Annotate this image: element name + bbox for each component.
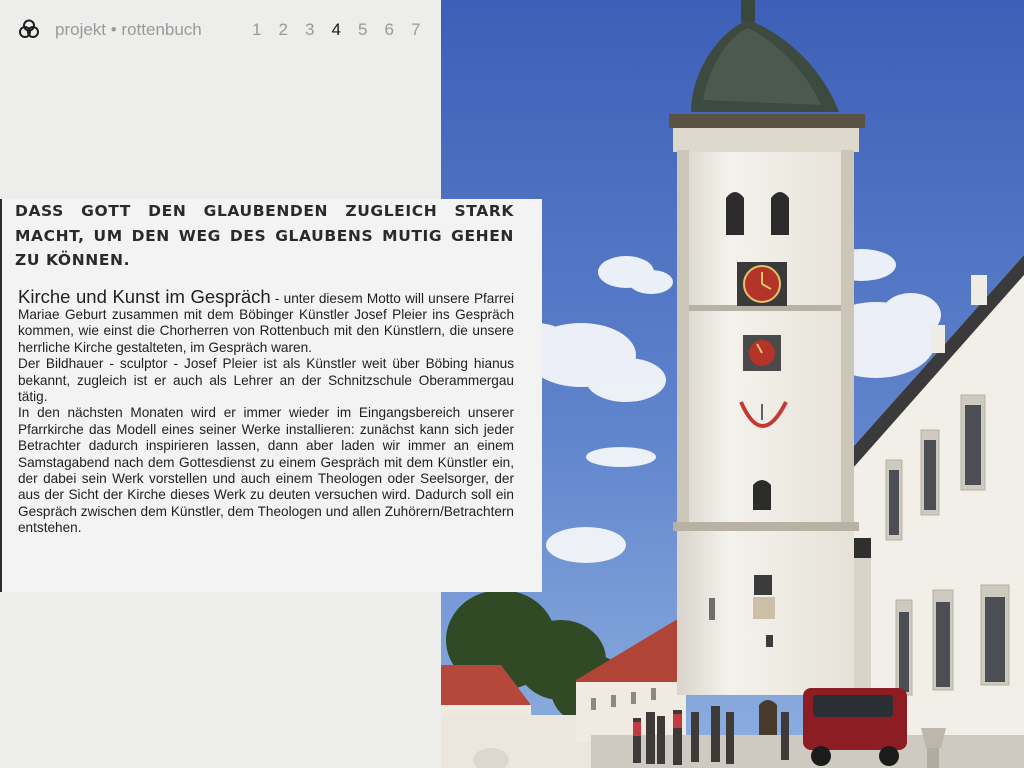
- site-title[interactable]: projekt • rottenbuch: [55, 20, 202, 39]
- article-panel: [0, 199, 542, 592]
- page-link-3[interactable]: 3: [305, 20, 315, 39]
- page-link-6[interactable]: 6: [384, 20, 394, 39]
- paragraph-1: [18, 285, 515, 357]
- lead-heading: Kirche und Kunst im Gespräch: [18, 285, 271, 307]
- page-link-7[interactable]: 7: [411, 20, 421, 39]
- page-link-4-active[interactable]: 4: [331, 20, 341, 39]
- paragraph-1-text: - unter diesem Motto will unsere Pfarrei Mariae Geburt zusammen mit dem Böbinger Künstler Josef Pleier ins Gespräch kommen, wie einst die Chorherren von Rottenbuch mit den Künstlern, die unsere herrliche Kirche gestalteten, im Gespräch waren.: [18, 290, 515, 355]
- site-header: [0, 0, 440, 60]
- page-link-2[interactable]: 2: [278, 20, 288, 39]
- paragraph-2: Der Bildhauer - sculptor - Josef Pleier ist als Künstler weit über Böbing hianus bekannt, zugleich ist er auch als Lehrer an der Schnitzschule Oberammergau tätig.: [18, 356, 514, 404]
- page-link-1[interactable]: 1: [252, 20, 262, 39]
- triple-ring-logo-icon[interactable]: [18, 18, 40, 40]
- page-link-5[interactable]: 5: [358, 20, 368, 39]
- page-navigation: [252, 20, 438, 40]
- article-headline: DASS GOTT DEN GLAUBENDEN ZUGLEICH STARK MACHT, UM DEN WEG DES GLAUBENS MUTIG GEHEN ZU KÖNNEN.: [15, 202, 514, 269]
- paragraph-3: In den nächsten Monaten wird er immer wieder im Eingangsbereich unserer Pfarrkirche das Modell eines seiner Werke installieren: zunächst kann sich jeder Betrachter dadurch inspirieren lassen, dann aber laden wir immer an einem Samstagabend nach dem Gottesdienst zu einem Gespräch mit dem Künstler ein, der dabei sein Werk vorstellen und auch einem Theologen oder Seelsorger, der aus der Sicht der Kirche dieses Werk zu deuten versuchen wird. Dadurch soll ein Gespräch zwischen dem Künstler, dem Theologen und allen Zuhörern/Betrachtern entstehen.: [18, 405, 514, 536]
- article-body: [15, 285, 515, 537]
